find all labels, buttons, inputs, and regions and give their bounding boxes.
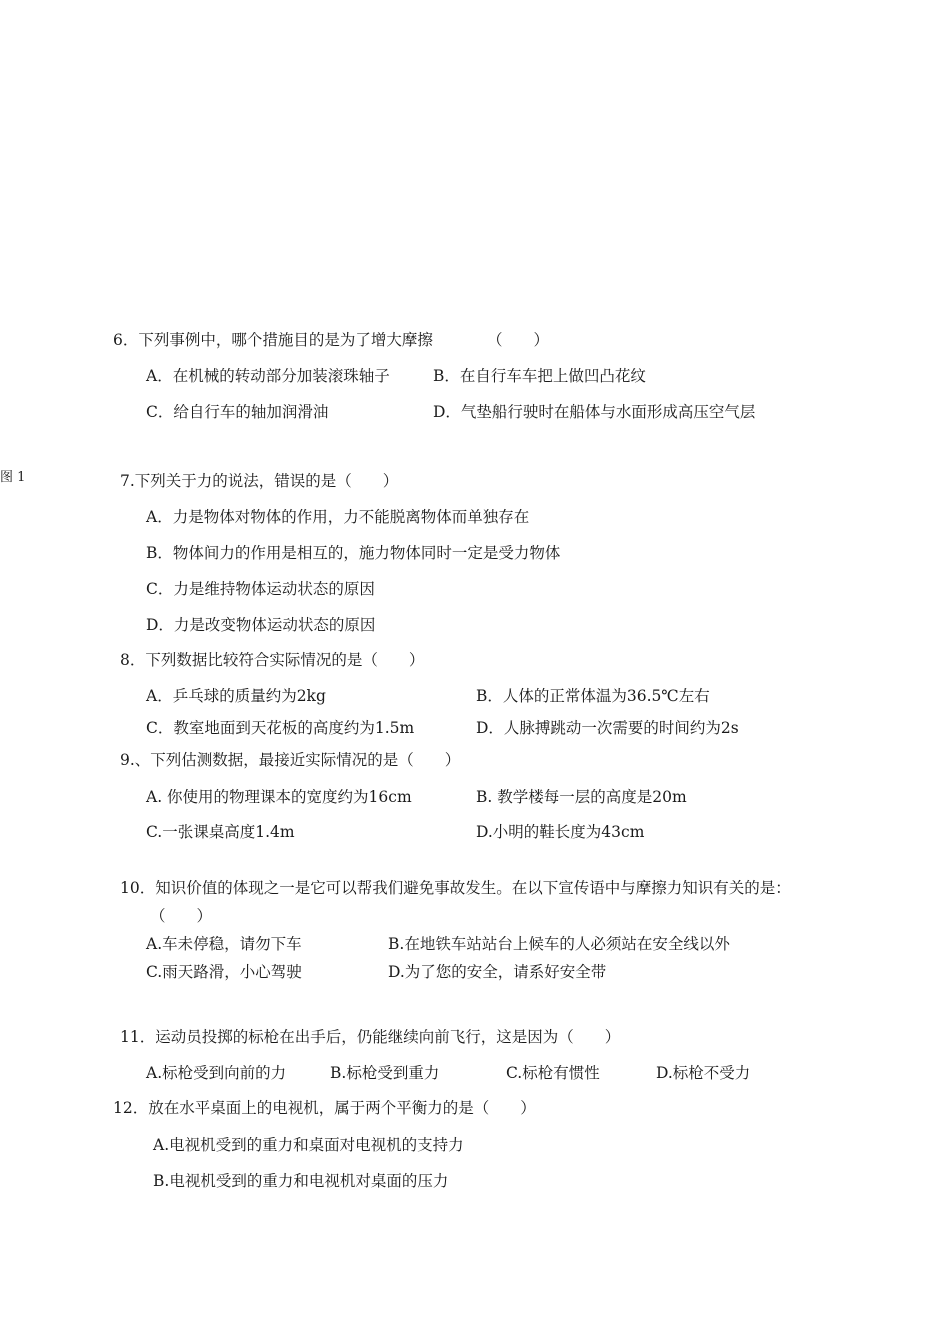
question-11-option-b: B.标枪受到重力 <box>330 1064 440 1082</box>
question-12-stem: 12．放在水平桌面上的电视机，属于两个平衡力的是（ ） <box>113 1099 536 1117</box>
question-10-answer-blank: （ ） <box>150 907 213 925</box>
question-11-option-d: D.标枪不受力 <box>656 1064 751 1082</box>
question-11-option-c: C.标枪有惯性 <box>506 1064 600 1082</box>
question-6-option-c: C．给自行车的轴加润滑油 <box>146 403 329 421</box>
question-7-option-c: C．力是维持物体运动状态的原因 <box>146 580 375 598</box>
question-6-stem: 6．下列事例中，哪个措施目的是为了增大摩擦 <box>113 331 433 349</box>
question-8-option-d: D．人脉搏跳动一次需要的时间约为2s <box>476 719 739 737</box>
figure-label: 图 1 <box>0 470 26 485</box>
question-6-answer-blank: （ ） <box>487 331 550 349</box>
question-8-option-b: B．人体的正常体温为36.5℃左右 <box>476 687 710 705</box>
question-9-option-d: D.小明的鞋长度为43cm <box>476 823 645 841</box>
question-10-option-b: B.在地铁车站站台上候车的人必须站在安全线以外 <box>388 935 730 953</box>
question-10-option-d: D.为了您的安全，请系好安全带 <box>388 963 607 981</box>
question-12-option-a: A.电视机受到的重力和桌面对电视机的支持力 <box>153 1136 464 1154</box>
question-9-option-b: B. 教学楼每一层的高度是20m <box>476 788 687 806</box>
question-10-stem: 10．知识价值的体现之一是它可以帮我们避免事故发生。在以下宣传语中与摩擦力知识有关的是： <box>120 879 791 897</box>
question-7-stem: 7.下列关于力的说法，错误的是（ ） <box>120 472 399 490</box>
question-6-option-b: B．在自行车车把上做凹凸花纹 <box>433 367 646 385</box>
question-9-stem: 9.、下列估测数据，最接近实际情况的是（ ） <box>120 751 461 769</box>
question-9-option-c: C.一张课桌高度1.4m <box>146 823 295 841</box>
question-9-option-a: A. 你使用的物理课本的宽度约为16cm <box>146 788 412 806</box>
question-7-option-a: A．力是物体对物体的作用，力不能脱离物体而单独存在 <box>146 508 530 526</box>
question-10-option-c: C.雨天路滑，小心驾驶 <box>146 963 302 981</box>
question-12-option-b: B.电视机受到的重力和电视机对桌面的压力 <box>153 1172 449 1190</box>
question-6-option-a: A．在机械的转动部分加装滚珠轴子 <box>146 367 390 385</box>
question-7-option-b: B．物体间力的作用是相互的，施力物体同时一定是受力物体 <box>146 544 561 562</box>
question-7-option-d: D．力是改变物体运动状态的原因 <box>146 616 376 634</box>
question-8-stem: 8．下列数据比较符合实际情况的是（ ） <box>120 651 425 669</box>
question-10-option-a: A.车未停稳，请勿下车 <box>146 935 302 953</box>
question-6-option-d: D．气垫船行驶时在船体与水面形成高压空气层 <box>433 403 756 421</box>
question-8-option-a: A．乒乓球的质量约为2kg <box>146 687 326 705</box>
question-11-stem: 11．运动员投掷的标枪在出手后，仍能继续向前飞行，这是因为（ ） <box>120 1028 621 1046</box>
question-11-option-a: A.标枪受到向前的力 <box>146 1064 287 1082</box>
question-8-option-c: C．教室地面到天花板的高度约为1.5m <box>146 719 415 737</box>
